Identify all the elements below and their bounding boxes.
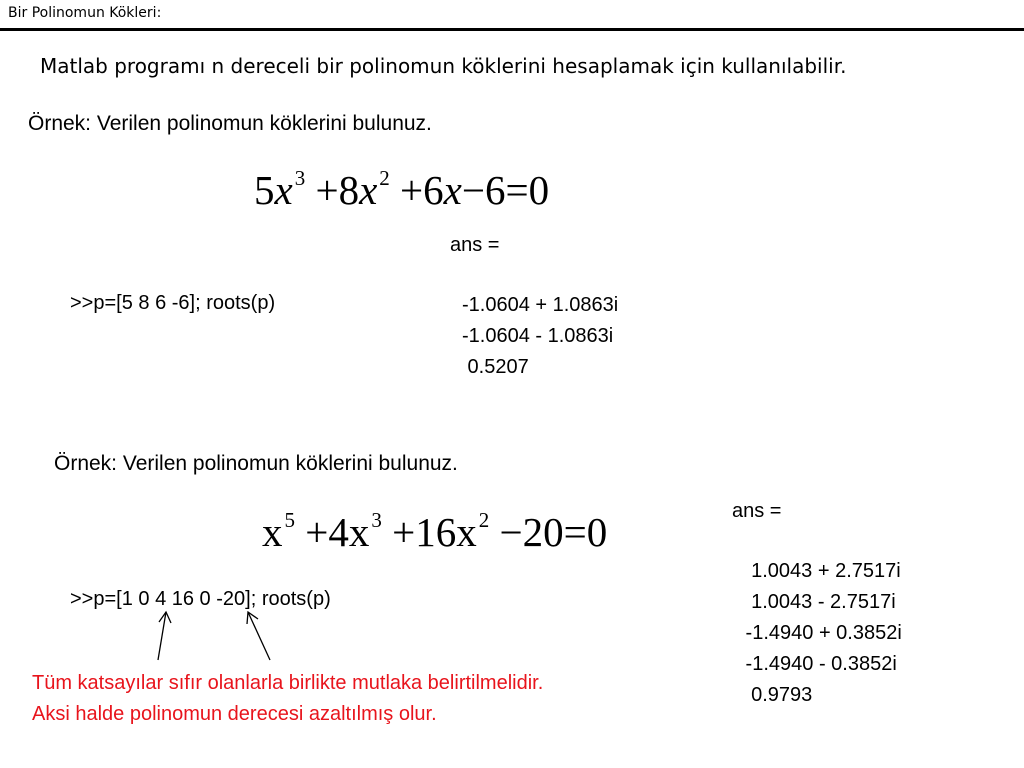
arrow-second-zero xyxy=(248,612,270,660)
root-value: 1.0043 - 2.7517i xyxy=(740,591,896,613)
eq1-term: +6 xyxy=(400,167,444,213)
example1-command: >>p=[5 8 6 -6]; roots(p) xyxy=(70,292,276,314)
example1-ans-label: ans = xyxy=(450,234,500,256)
intro-text: Matlab programı n dereceli bir polinomun köklerini hesaplamak için kullanılabilir. xyxy=(40,54,847,78)
eq2-exp: 5 xyxy=(284,508,295,533)
root-value: -1.0604 + 1.0863i xyxy=(462,294,619,316)
eq1-term: =0 xyxy=(505,167,550,213)
root-value: -1.4940 + 0.3852i xyxy=(740,622,902,644)
eq1-term: +8 xyxy=(315,167,360,213)
eq1-term: −6 xyxy=(461,167,506,213)
eq2-term: −20 xyxy=(499,509,564,555)
eq2-var: x xyxy=(348,509,370,555)
eq2-term: +4 xyxy=(305,509,349,555)
eq2-var: x xyxy=(262,509,283,555)
example2-heading: Örnek: Verilen polinomun köklerini bulunuz. xyxy=(54,452,458,475)
eq1-var: x xyxy=(443,167,462,213)
example1-heading: Örnek: Verilen polinomun köklerini bulunuz. xyxy=(28,112,432,135)
eq1-var: x xyxy=(274,167,293,213)
warning-line: Aksi halde polinomun derecesi azaltılmış olur. xyxy=(32,703,437,725)
eq1-exp: 2 xyxy=(379,166,390,191)
root-value: 0.5207 xyxy=(462,356,529,378)
eq1-term: 5 xyxy=(254,167,275,213)
eq2-var: x xyxy=(456,509,477,555)
arrow-first-zero xyxy=(158,612,166,660)
eq1-exp: 3 xyxy=(294,166,306,191)
eq2-term: +16 xyxy=(392,509,457,555)
root-value: -1.4940 - 0.3852i xyxy=(740,653,897,675)
warning-note xyxy=(32,668,732,730)
eq2-exp: 2 xyxy=(478,508,490,533)
example2-command: >>p=[1 0 4 16 0 -20]; roots(p) xyxy=(70,588,331,610)
eq2-term: =0 xyxy=(563,509,608,555)
root-value: 1.0043 + 2.7517i xyxy=(740,560,901,582)
root-value: -1.0604 - 1.0863i xyxy=(462,325,614,347)
slide-title: Bir Polinomun Kökleri: xyxy=(8,5,162,21)
example2-ans-label: ans = xyxy=(732,500,782,522)
eq2-exp: 3 xyxy=(371,508,382,533)
eq1-var: x xyxy=(359,167,378,213)
warning-line: Tüm katsayılar sıfır olanlarla birlikte mutlaka belirtilmelidir. xyxy=(32,672,544,694)
root-value: 0.9793 xyxy=(740,684,813,706)
